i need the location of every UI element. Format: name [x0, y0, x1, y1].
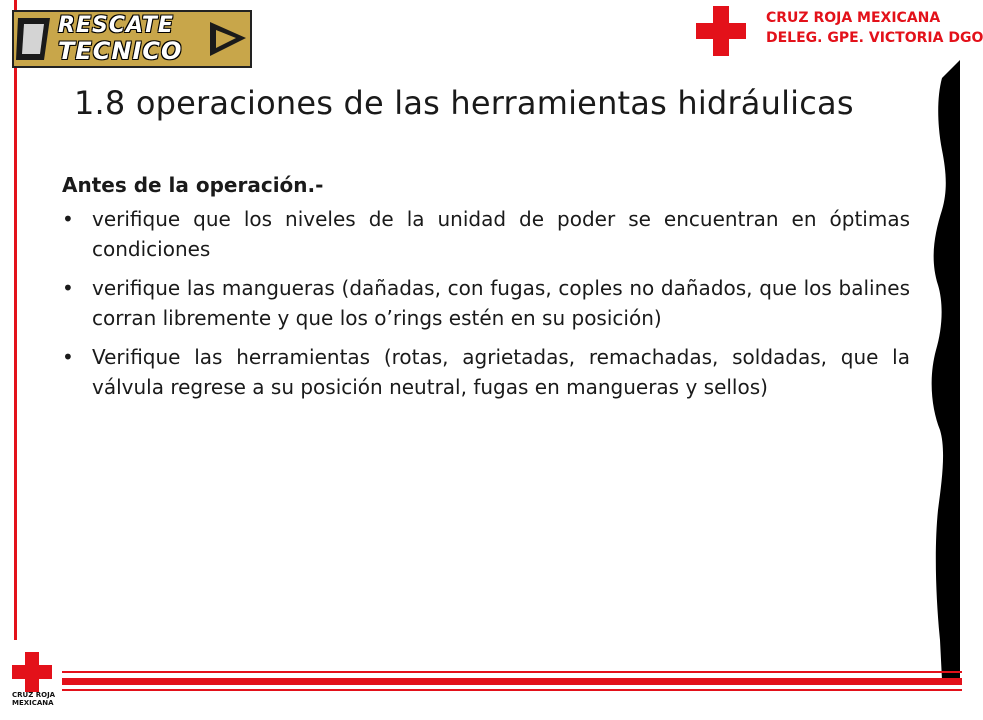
- list-item: [62, 204, 910, 264]
- logo-word-tecnico: TECNICO: [58, 37, 183, 65]
- small-logo-line2: MEXICANA: [12, 699, 54, 707]
- footer-rule-thin-bottom: [62, 689, 962, 691]
- subheading: Antes de la operación.-: [62, 173, 324, 197]
- logo-word-rescate: RESCATE: [58, 13, 174, 38]
- silhouette-graphic: [912, 60, 960, 680]
- org-name: CRUZ ROJA MEXICANA: [766, 10, 941, 26]
- left-red-line: [14, 0, 17, 640]
- list-item: [62, 273, 910, 333]
- small-logo-line1: CRUZ ROJA: [12, 691, 56, 699]
- rescate-tecnico-logo: [12, 10, 252, 68]
- small-red-cross-icon: [12, 652, 52, 692]
- bullet-text: verifique las mangueras (dañadas, con fugas, coples no dañados, que los balines corran libremente y que los o’rings estén en su posición): [92, 276, 910, 330]
- bullet-icon: •: [62, 345, 74, 369]
- footer-rule-thick: [62, 678, 962, 685]
- bullet-text: Verifique las herramientas (rotas, agrietadas, remachadas, soldadas, que la válvula regrese a su posición neutral, fugas en mangueras y sellos): [92, 345, 910, 399]
- org-delegation: DELEG. GPE. VICTORIA DGO: [766, 30, 983, 46]
- bullet-list: [62, 204, 910, 402]
- slide-body: [62, 170, 910, 411]
- small-logo-text: [12, 691, 55, 707]
- list-item: [62, 342, 910, 402]
- bullet-text: verifique que los niveles de la unidad de poder se encuentran en óptimas condiciones: [92, 207, 910, 261]
- bullet-icon: •: [62, 207, 74, 231]
- footer-rule-thin-top: [62, 671, 962, 673]
- slide-title: 1.8 operaciones de las herramientas hidráulicas: [74, 84, 854, 122]
- red-cross-icon: [696, 6, 746, 56]
- bullet-icon: •: [62, 276, 74, 300]
